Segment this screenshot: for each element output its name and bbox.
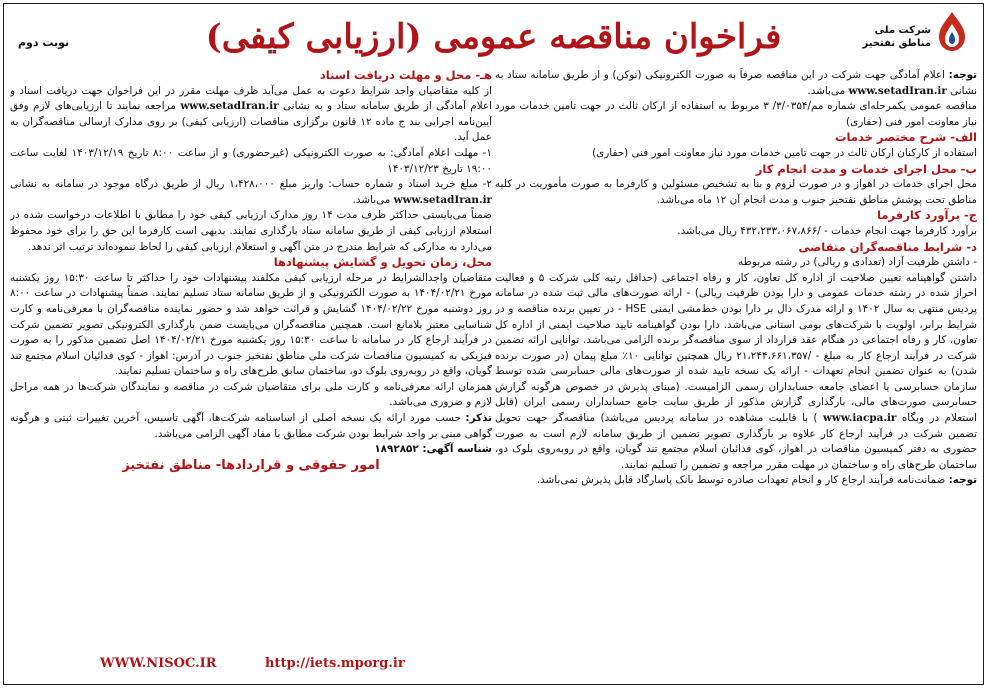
page-title: فراخوان مناقصه عمومی (ارزیابی کیفی) [205, 17, 782, 57]
section-vav-heading: محل، زمان تحویل و گشایش پیشنهادها [273, 255, 492, 270]
ad-id-label: شناسه آگهی: [422, 443, 492, 456]
notice-text: اعلام آمادگی جهت شرکت در این مناقصه صرفاً به صورت الکترونیکی (توکن) و از طریق سامانه ستاد به نشانی [495, 69, 977, 97]
footer-title: امور حقوقی و قراردادها- مناطق نفتخیز [122, 457, 380, 473]
tender-notice [3, 3, 984, 685]
org-name [863, 24, 932, 50]
fee-text-end: می‌باشد. [352, 193, 391, 206]
section-he-heading: هـ- محل و مهلت دریافت اسناد [319, 68, 492, 82]
ad-id-value: ۱۸۹۲۸۵۲ [374, 443, 419, 456]
section-alef-text: استفاده از کارکنان ارکان ثالث در جهت تامین خدمات مورد نیاز معاونت امور فنی (حفاری) [592, 146, 977, 159]
note2-label: توجه: [948, 474, 977, 487]
nisoc-logo-icon [935, 10, 969, 54]
deadline-item: ۱- مهلت اعلام آمادگی: به صورت الکترونیکی (غیرحضوری) و از ساعت ۸:۰۰ تاریخ ۱۴۰۳/۱۲/۱۹ لغایت ساعت ۱۹:۰۰ تاریخ ۱۴۰۳/۱۲/۲۳ [10, 146, 492, 175]
notice-paragraph [495, 68, 977, 99]
fee-item [10, 177, 492, 208]
org-line-1: شرکت ملی [874, 25, 931, 36]
setad-link-2[interactable]: www.setadIran.ir [180, 100, 279, 113]
footer-links [10, 656, 492, 676]
tender-number-paragraph: مناقصه عمومی یکمرحله‌ای شماره مم/۳/۰۳۵۴/ ۳ مربوط به استفاده از ارکان ثالث در جهت تامین خدمات مورد نیاز معاونت امور فنی (حفاری) [495, 100, 977, 128]
section-dal-text: داشتن گواهینامه تعیین صلاحیت از اداره کل تعاون، کار و رفاه اجتماعی (حداقل رتبه کلی شرکت ۵ و فعالیت احراز شده در رشته خدمات عمومی و دارا بودن ظرفیت ریالی) - ارائه صورت‌های مالی ثبت شده در سامانه پردیس منتهی به سال ۱۴۰۲ و ارائه مدرک دال بر دارا بودن خط‌مشی ایمنی HSE - در تعیین برنده مناقصه و در شرایط برابر، اولویت با شرکت‌های بومی استانی می‌باشد. دارا بودن گواهینامه تایید صلاحیت ایمنی از اداره کل تعاون، کار و رفاه اجتماعی در هنگام عقد قرارداد از سوی مناقصه‌گر برنده الزامی می‌باشد. توانایی ارائه تضمین شرکت در فرآیند ارجاع کار به مبلغ - /۲۱،۲۴۴،۶۶۱،۳۵۷ ریال همچنین توانایی ۱۰٪ مبلغ پیمان (در صورت برنده شدن) به عنوان تضمین انجام تعهدات - ارائه یک نسخه تایید شده از صورت‌های مالی حسابرسی شده توسط سازمان حسابرسی یا اعضای جامعه حسابداران رسمی الزامیست. (مبنای پذیرش در خصوص هرگونه گزارش حسابرسی صورت‌های مالی، بارگذاری گزارش مذکور از طریق سایت جامع حسابداران رسمی ایران (قابل استعلام در وبگاه [495, 271, 977, 425]
ad-id [10, 442, 492, 458]
section-dal-item-1: - داشتن ظرفیت آزاد (تعدادی و ریالی) در رشته مربوطه [738, 256, 977, 269]
notice-label: توجه: [948, 69, 977, 81]
iacpa-link[interactable]: www.iacpa.ir [822, 412, 897, 425]
section-be-text: محل اجرای خدمات در اهواز و در صورت لزوم و بنا به تشخیص مسئولین و کارفرما به صورت مأموریت در کلیه مناطق تحت پوشش مناطق نفتخیز جنوب و مدت انجام آن ۱۲ ماه می‌باشد. [495, 178, 977, 206]
tazakor-paragraph [10, 411, 492, 442]
section-he-paragraph [10, 84, 492, 146]
section-alef-heading: الف- شرح مختصر خدمات [834, 130, 977, 145]
right-column [495, 68, 977, 680]
section-dal-text-end: ) با قابلیت مشاهده در سامانه پردیس می‌باشد) مناقصه‌گر جهت تحویل تضمین شرکت در فرآیند ارجاع کار علاوه بر بارگذاری تصویر تضمین از طریق سامانه لازم است به صورت حضوری به دفتر کمیسیون مناقصات در اهواز، کوی فدائیان اسلام مجتمع تند گویان، واقع در روبه‌روی بلوک دو، ساختمان طرح‌های راه و ساختمان در مهلت مقرر مراجعه و تضمین را تسلیم نمایند. [495, 412, 977, 471]
section-he-text-2: مراجعه نمایند تا ارزیابی‌های لازم وفق آیین‌نامه اجرایی بند ج ماده ۱۲ قانون برگزاری مناقصات (ارزیابی کیفی) بر روی مدارک ارسالی مناقصه‌گران به عمل آید. [10, 100, 492, 144]
iets-link[interactable]: http://iets.mporg.ir [265, 656, 405, 671]
setad-link-3[interactable]: www.setadIran.ir [393, 193, 492, 206]
tazakor-text: حسب مورد ارائه یک نسخه اصلی از اساسنامه شرکت‌ها، آگهی تاسیس، آخرین تغییرات ثبتی و هرگونه گواهی مبنی بر واجد شرایط بودن شرکت مطابق با مفاد آگهی الزامی می‌باشد. [10, 412, 492, 440]
section-je-text: برآورد کارفرما جهت انجام خدمات - /۴۳۲،۲۳۳،۰۶۷،۸۶۶ ریال می‌باشد. [677, 224, 977, 237]
tazakor-label: تذکر: [465, 412, 492, 425]
note2-paragraph [495, 473, 977, 489]
section-dal-heading: د- شرایط مناقصه‌گران متقاضی [798, 239, 977, 254]
section-he-text: از کلیه متقاضیان واجد شرایط دعوت به عمل می‌آید ظرف مهلت مقرر در این فراخوان جهت دریافت اسناد و اعلام آمادگی از طریق سامانه ستاد و به نشانی [10, 84, 492, 113]
fee-text: ۲- مبلغ خرید اسناد و شماره حساب: واریز مبلغ ۱،۴۲۸،۰۰۰ ریال از طریق درگاه موجود در سامانه به نشانی [10, 178, 492, 191]
section-dal-paragraph [495, 271, 977, 474]
left-column [10, 68, 492, 680]
nisoc-link[interactable]: WWW.NISOC.IR [100, 656, 217, 671]
section-vav-text: متقاضیان واجدالشرایط در مرحله ارزیابی کیفی مکلفند پیشنهادات خود را حداکثر تا ساعت ۱۵:۳۰ روز یکشنبه مورخ ۱۴۰۴/۰۲/۲۱ به صورت الکترونیکی و از طریق سامانه ستاد تسلیم نمایند. ضمناً پیشنهادات در ساعت ۸:۰۰ روز دوشنبه مورخ ۱۴۰۴/۰۲/۲۲ گشایش و قرائت خواهد شد و حضور نماینده مناقصه‌گران با معرفی‌نامه و کارت شناسایی معتبر بلامانع است. همچنین مناقصه‌گران می‌بایست ضمن بارگذاری الکترونیکی تصویر تضمین شرکت در فرآیند ارجاع کار در سامانه تا ساعت ۱۵:۳۰ روز یکشنبه مورخ ۱۴۰۴/۰۲/۲۱ اصل تضمین مذکور را به صورت فیزیکی به کمیسیون مناقصات شرکت ملی مناطق نفتخیز جنوب در آدرس: اهواز - کوی فدائیان اسلام مجتمع تند گویان، واقع در روبه‌روی بلوک دو، ساختمان سابق طرح‌های راه و ساختمان تسلیم نمایند. [10, 271, 492, 378]
section-je-heading: ج- برآورد کارفرما [877, 208, 977, 223]
round-label: نوبت دوم [18, 36, 70, 49]
upload-paragraph: ضمناً می‌بایستی حداکثر ظرف مدت ۱۴ روز مدارک ارزیابی کیفی خود را مطابق با اطلاعات درخواست شده در استعلام ارزیابی کیفی از طریق سامانه ستاد بارگذاری نمایند. بدیهی است کارفرما این حق را برای خود محفوظ می‌دارد به مدارکی که شرایط مندرج در متن آگهی و استعلام ارزیابی کیفی را لحاظ ننموده‌اند ترتیب اثر ندهد. [10, 209, 492, 253]
section-be-heading: ب- محل اجرای خدمات و مدت انجام کار [755, 161, 977, 176]
note2-text: ضمانت‌نامه فرآیند ارجاع کار و انجام تعهدات صادره توسط بانک پاسارگاد قابل پذیرش نمی‌باشد. [536, 474, 946, 487]
notice-text-end: می‌باشد. [807, 84, 846, 97]
setad-link[interactable]: www.setadIran.ir [848, 84, 947, 97]
header [4, 8, 983, 70]
section-vav-text-2: همزمان ارائه معرفی‌نامه و کارت ملی برای متقاضیان شرکت در مناقصه و نمایندگان شرکت‌ها در همه مراحل لازم و ضروری می‌باشد. [10, 380, 492, 409]
org-line-2: مناطق نفتخیز [862, 38, 931, 49]
